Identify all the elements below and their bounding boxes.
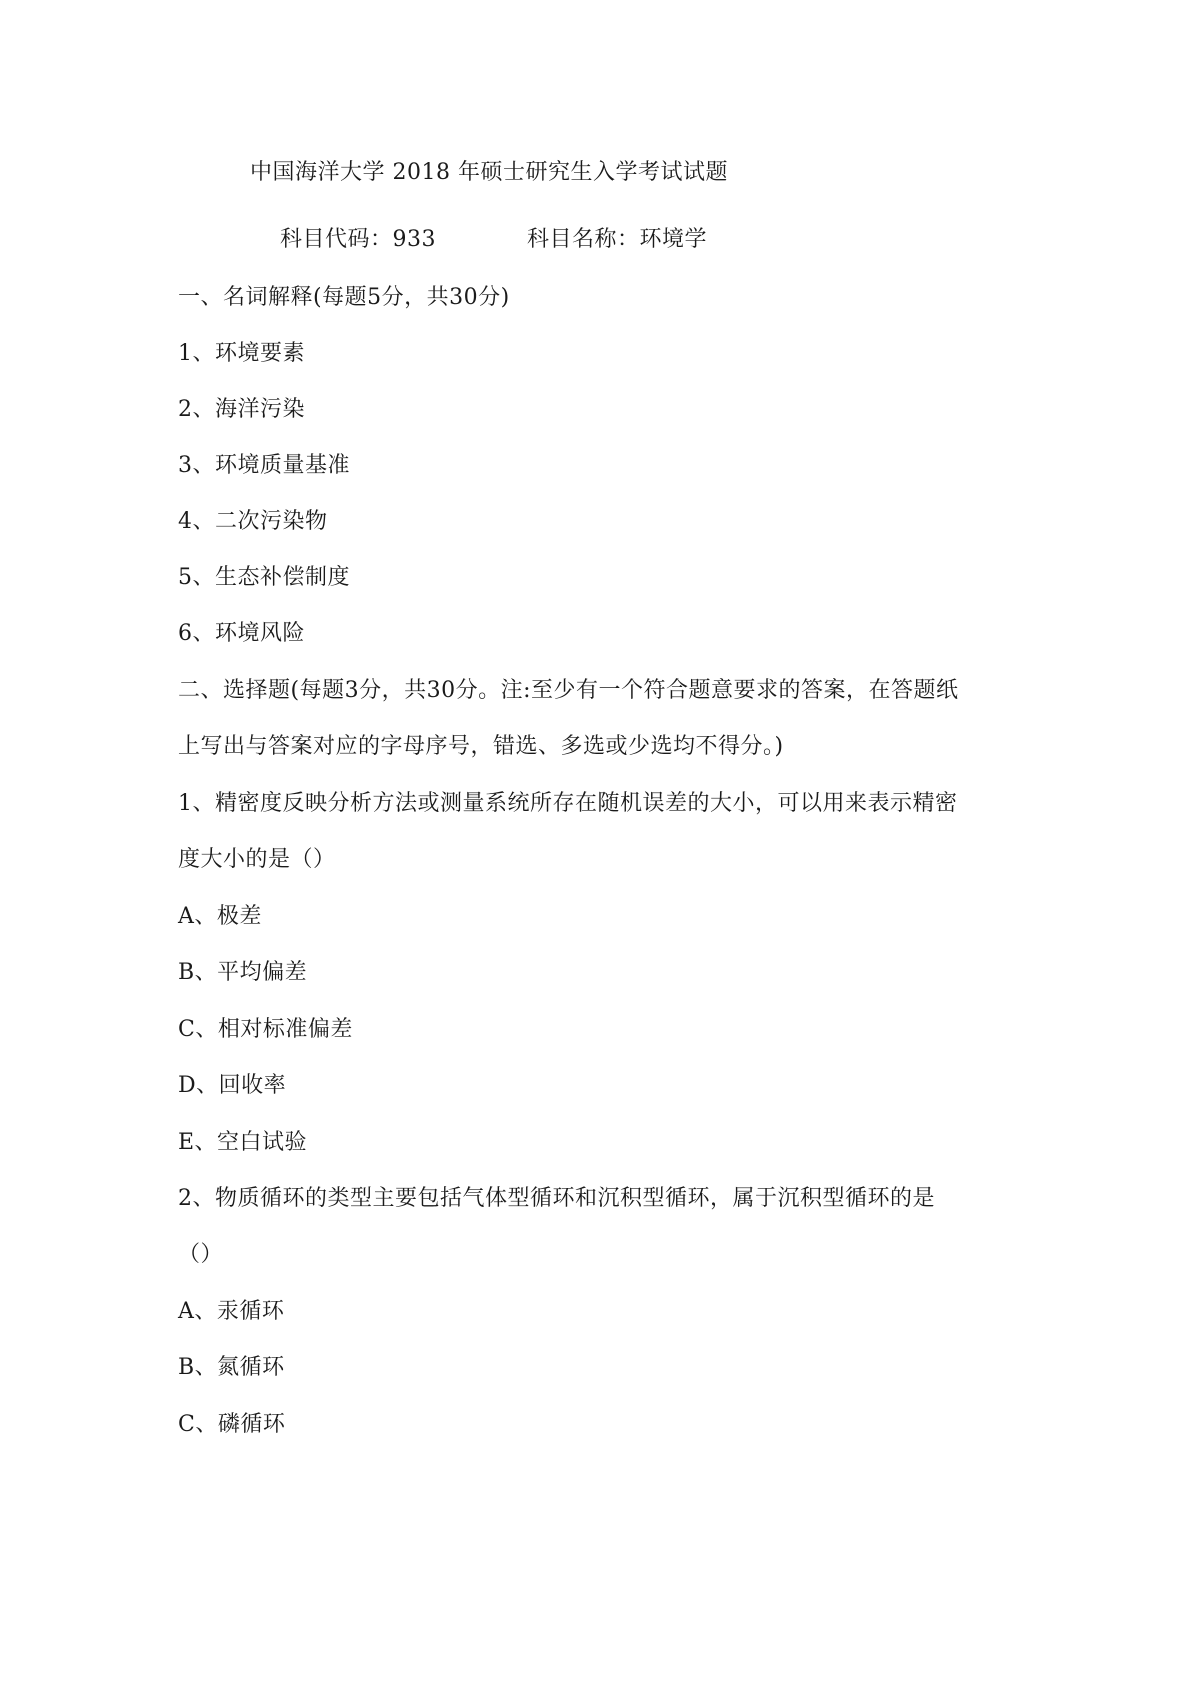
q2-option: C、磷循环 bbox=[178, 1412, 286, 1437]
q2-option: B、氮循环 bbox=[178, 1355, 285, 1380]
q1-stem-line2: 度大小的是（） bbox=[178, 847, 336, 872]
q1-stem-line1: 1、精密度反映分析方法或测量系统所存在随机误差的大小，可以用来表示精密 bbox=[178, 791, 958, 816]
term-item: 2、海洋污染 bbox=[178, 397, 305, 422]
subject-name: 科目名称：环境学 bbox=[527, 227, 708, 252]
q1-option: E、空白试验 bbox=[178, 1130, 308, 1155]
q1-option: A、极差 bbox=[178, 904, 262, 929]
term-item: 4、二次污染物 bbox=[178, 509, 328, 534]
term-item: 5、生态补偿制度 bbox=[178, 565, 350, 590]
term-item: 1、环境要素 bbox=[178, 341, 305, 366]
subject-code: 科目代码：933 bbox=[280, 227, 436, 252]
q2-stem-line2: （） bbox=[178, 1242, 224, 1267]
section2-heading-line1: 二、选择题(每题3分，共30分。注:至少有一个符合题意要求的答案，在答题纸 bbox=[178, 678, 959, 703]
q2-stem-line1: 2、物质循环的类型主要包括气体型循环和沉积型循环，属于沉积型循环的是 bbox=[178, 1186, 935, 1211]
term-item: 6、环境风险 bbox=[178, 621, 305, 646]
q1-option: B、平均偏差 bbox=[178, 960, 308, 985]
q1-option: D、回收率 bbox=[178, 1073, 287, 1098]
q1-option: C、相对标准偏差 bbox=[178, 1017, 353, 1042]
q2-option: A、汞循环 bbox=[178, 1299, 285, 1324]
term-item: 3、环境质量基准 bbox=[178, 453, 350, 478]
exam-title: 中国海洋大学 2018 年硕士研究生入学考试试题 bbox=[250, 160, 728, 185]
section1-heading: 一、名词解释(每题5分，共30分) bbox=[178, 285, 510, 310]
section2-heading-line2: 上写出与答案对应的字母序号，错选、多选或少选均不得分。) bbox=[178, 734, 784, 759]
